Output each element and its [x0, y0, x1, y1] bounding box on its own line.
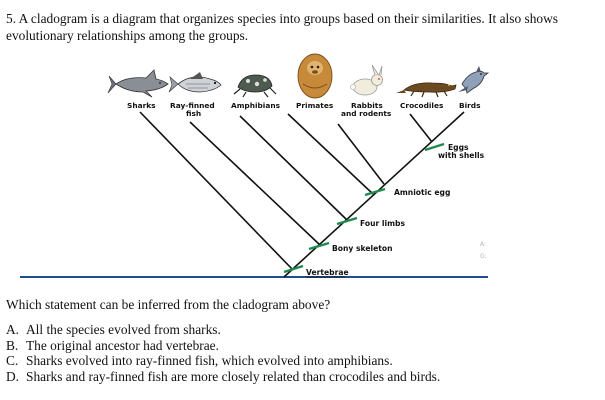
choice-a-letter: A. [6, 322, 20, 337]
trait-eggs: Eggs [448, 143, 469, 152]
taxon-crocodiles: Crocodiles [400, 101, 444, 110]
taxon-rabbits: Rabbits [351, 101, 383, 110]
ray-finned-fish-icon [169, 72, 221, 92]
primate-icon [298, 54, 332, 98]
trait-four-limbs: Four limbs [360, 219, 405, 228]
taxon-ray-finned: Ray-finned [170, 101, 215, 110]
bird-icon [458, 66, 488, 93]
choice-c[interactable] [6, 353, 440, 369]
amphibian-icon [234, 75, 276, 97]
question-line-1: 5. A cladogram is a diagram that organizes species into groups based on their similarities. It also shows [6, 11, 559, 26]
choice-b-text: The original ancestor had vertebrae. [26, 337, 219, 353]
trait-with-shells: with shells [438, 151, 485, 160]
trait-bony-skeleton: Bony skeleton [332, 244, 393, 253]
branch-rabbits [338, 124, 384, 184]
question-prompt: Which statement can be inferred from the cladogram above? [6, 297, 331, 312]
answer-choices [6, 322, 440, 384]
choice-d[interactable] [6, 369, 440, 385]
taxon-sharks: Sharks [127, 101, 156, 110]
choice-b[interactable] [6, 338, 440, 354]
crocodile-icon [396, 83, 456, 97]
choice-b-letter: B. [6, 337, 19, 353]
branch-sharks [140, 112, 293, 270]
trait-amniotic-egg: Amniotic egg [394, 188, 451, 197]
choice-a[interactable] [6, 322, 440, 338]
shark-icon [108, 70, 168, 97]
branch-amphibians [240, 116, 347, 220]
taxon-fish: fish [186, 109, 202, 118]
faint-mark-2: G: [480, 253, 487, 260]
faint-mark-1: A: [480, 241, 487, 248]
choice-d-text: Sharks and ray-finned fish are more closely related than crocodiles and birds. [26, 368, 441, 384]
choice-a-text: All the species evolved from sharks. [26, 322, 221, 337]
taxon-primates: Primates [296, 101, 334, 110]
taxon-amphibians: Amphibians [231, 101, 280, 110]
rabbit-icon [351, 65, 383, 95]
choice-c-text: Sharks evolved into ray-finned fish, which evolved into amphibians. [26, 353, 393, 369]
trait-vertebrae: Vertebrae [306, 268, 349, 277]
choice-c-letter: C. [6, 353, 19, 369]
taxon-and-rodents: and rodents [341, 109, 392, 118]
question-line-2: evolutionary relationships among the groups. [6, 28, 249, 43]
branch-crocodiles [410, 114, 432, 142]
taxon-birds: Birds [459, 101, 481, 110]
choice-d-letter: D. [6, 368, 20, 384]
trait-mark-vertebrae [284, 266, 303, 272]
